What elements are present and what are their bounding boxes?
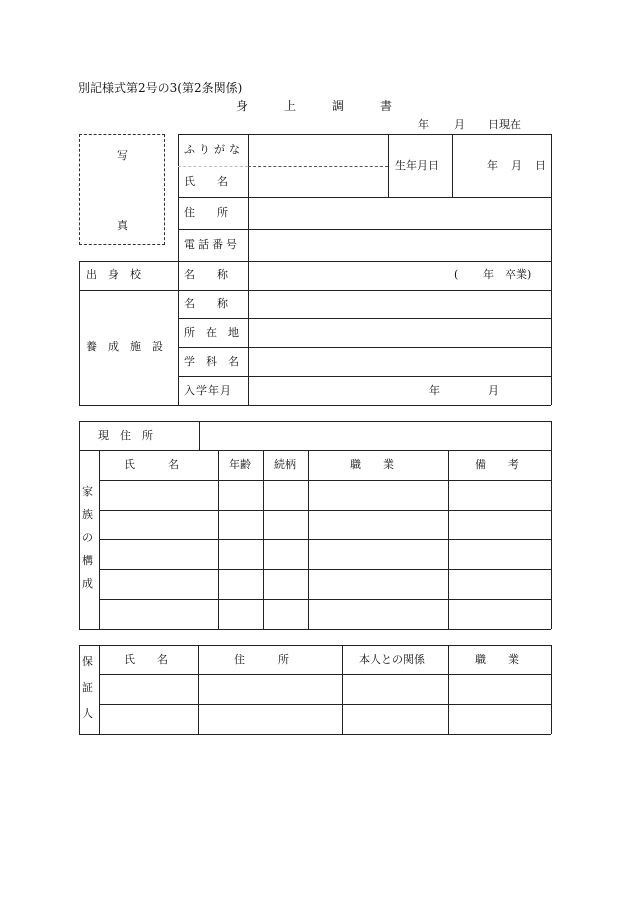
birth-label: 生年月日: [395, 159, 439, 172]
birth-month: 月: [511, 159, 522, 172]
address-field[interactable]: [249, 198, 550, 228]
training-admission-field[interactable]: [249, 377, 550, 404]
family-header-relation: 続柄: [274, 458, 296, 471]
birth-field[interactable]: [453, 135, 550, 196]
family-side-label: 家 族 の 構 成: [82, 485, 93, 590]
table-row[interactable]: [100, 481, 550, 509]
title-char-1: 身: [236, 99, 249, 113]
phone-label: 電話番号: [184, 238, 240, 251]
family-header-name: 氏 名: [124, 458, 179, 471]
date-line: [410, 119, 530, 133]
training-department-field[interactable]: [249, 348, 550, 375]
guarantor-header-address: 住 所: [234, 653, 289, 666]
school-paren-open: (: [454, 268, 459, 281]
name-label: 氏 名: [184, 175, 228, 188]
table-row[interactable]: [100, 705, 550, 733]
date-month: 月: [454, 118, 465, 131]
birth-day: 日: [535, 159, 546, 172]
table-row[interactable]: [100, 570, 550, 598]
name-field[interactable]: [249, 167, 387, 196]
photo-box[interactable]: [79, 134, 165, 245]
table-row[interactable]: [100, 675, 550, 703]
current-address-label: 現 住 所: [98, 429, 153, 442]
title-char-3: 調: [332, 99, 345, 113]
school-grad-year: 年: [483, 268, 494, 281]
family-header-remarks: 備 考: [475, 458, 519, 471]
guarantor-side-label: 保 証 人: [82, 655, 93, 720]
page-title: [232, 100, 407, 114]
family-header-age: 年齢: [229, 458, 251, 471]
current-address-field[interactable]: [200, 422, 550, 449]
photo-char-1: 写: [117, 149, 128, 162]
family-rows: [100, 481, 550, 628]
form-number: 別記様式第2号の3(第2条関係): [78, 81, 243, 95]
date-year: 年: [418, 118, 429, 131]
guarantor-header-name: 氏 名: [124, 653, 168, 666]
school-name-label: 名 称: [184, 268, 228, 281]
guarantor-header-relationship: 本人との関係: [359, 653, 425, 666]
birth-year: 年: [487, 159, 498, 172]
title-char-2: 上: [284, 99, 297, 113]
date-day-current: 日現在: [488, 118, 521, 131]
training-department-label: 学 科 名: [184, 355, 239, 368]
training-name-label: 名 称: [184, 297, 228, 310]
table-row[interactable]: [100, 511, 550, 539]
school-name-field[interactable]: [249, 262, 550, 289]
phone-field[interactable]: [249, 230, 550, 260]
family-header-occupation: 職 業: [350, 458, 394, 471]
admission-month: 月: [488, 384, 499, 397]
guarantor-header-occupation: 職 業: [475, 653, 519, 666]
training-name-field[interactable]: [249, 291, 550, 317]
furigana-label: ふりがな: [184, 143, 244, 156]
photo-char-2: 真: [117, 219, 128, 232]
school-label: 出 身 校: [86, 268, 141, 281]
table-row[interactable]: [100, 600, 550, 628]
address-label: 住 所: [184, 206, 228, 219]
school-graduation: 卒業): [505, 268, 532, 281]
training-label: 養 成 施 設: [86, 340, 163, 353]
admission-year: 年: [429, 384, 440, 397]
table-row[interactable]: [100, 540, 550, 568]
training-admission-label: 入学年月: [184, 384, 232, 397]
training-location-field[interactable]: [249, 319, 550, 346]
furigana-field[interactable]: [249, 135, 387, 165]
title-char-4: 書: [380, 99, 393, 113]
training-location-label: 所 在 地: [184, 326, 239, 339]
guarantor-rows: [100, 675, 550, 733]
